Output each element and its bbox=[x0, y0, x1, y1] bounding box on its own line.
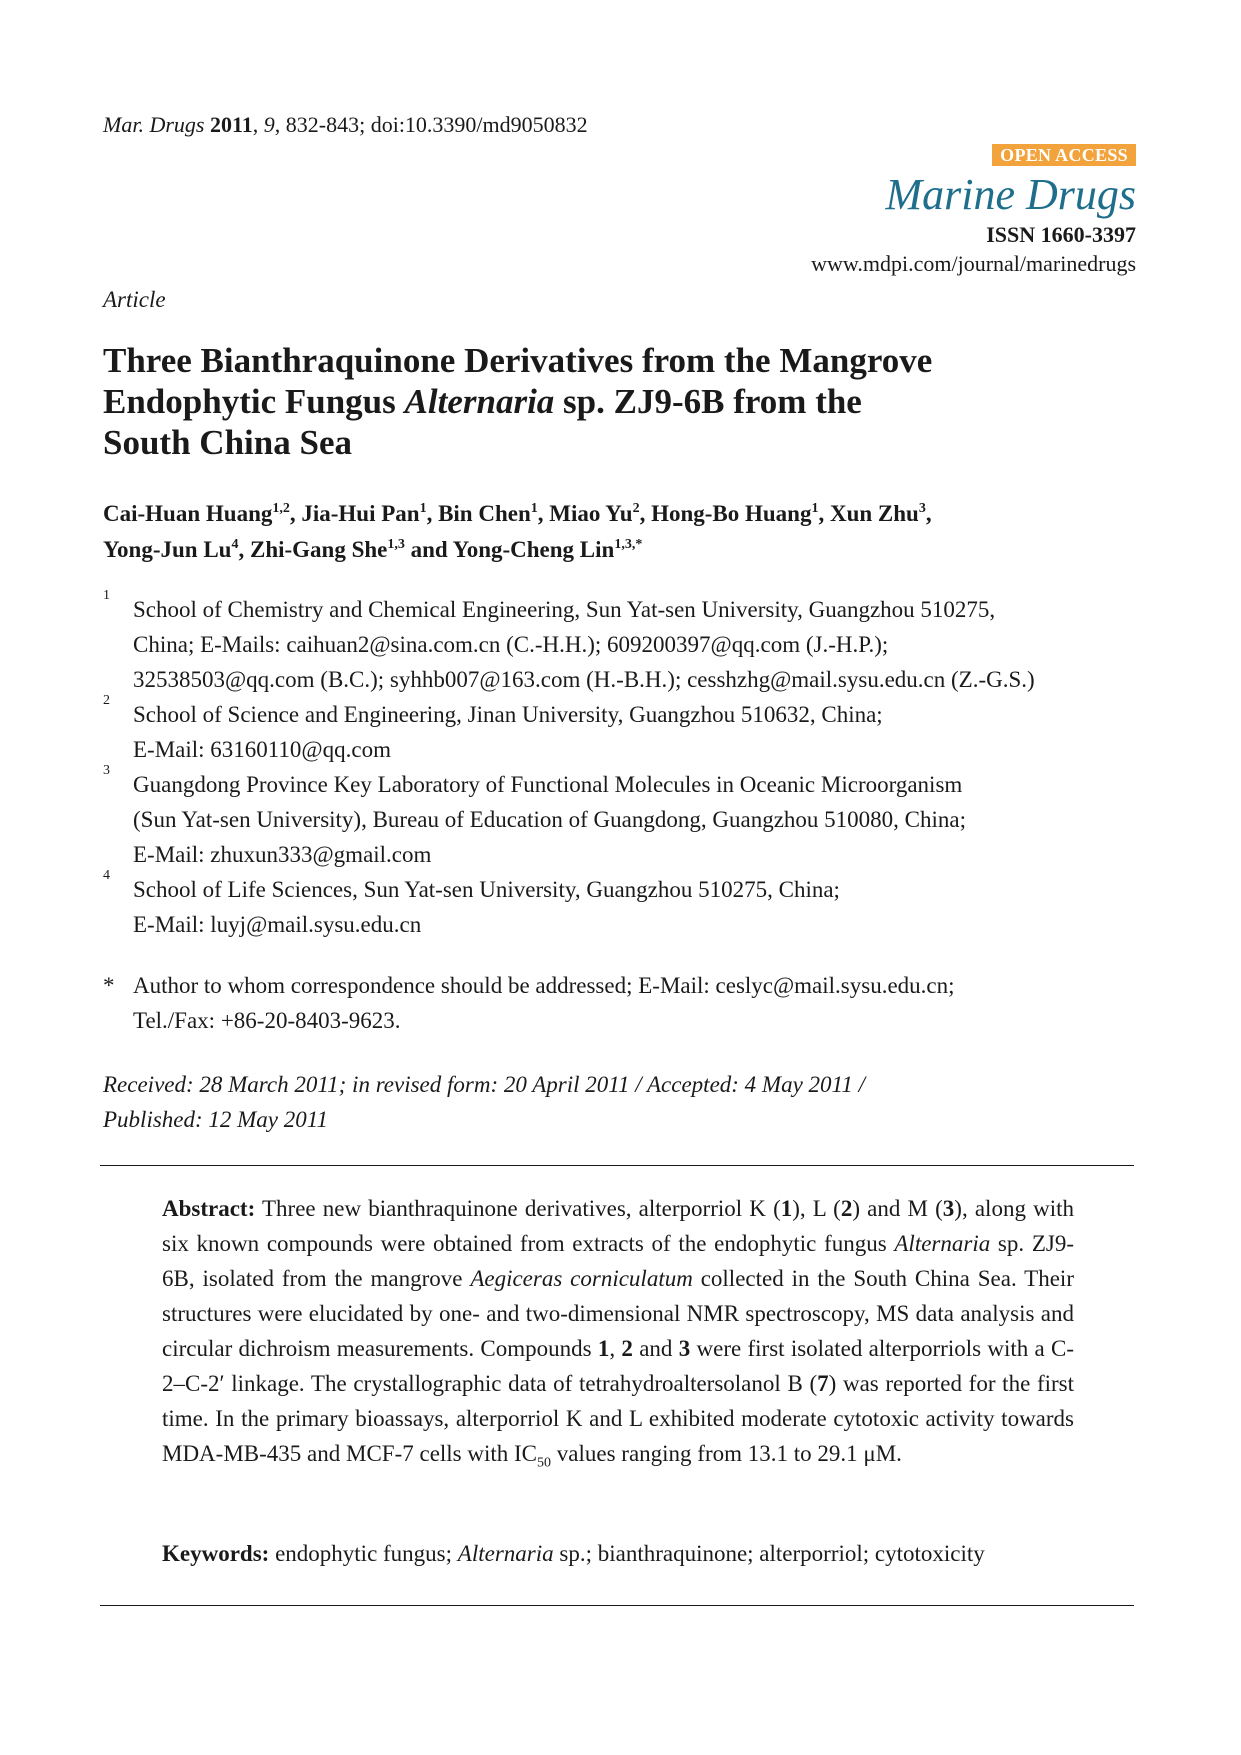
abstract: Abstract: Three new bianthraquinone derivatives, alterporriol K (1), L (2) and M (3), along with six known compounds were obtained from extracts of the endophytic fungus Alternaria sp. ZJ9-6B, isolated from the mangrove Aegiceras corniculatum collected in the South China Sea. Their structures were elucidated by one- and two-dimensional NMR spectroscopy, MS data analysis and circular dichroism measurements. Compounds 1, 2 and 3 were first isolated alterporriols with a C-2–C-2′ linkage. The crystallographic data of tetrahydroaltersolanol B (7) was reported for the first time. In the primary bioassays, alterporriol K and L exhibited moderate cytotoxic activity towards MDA-MB-435 and MCF-7 cells with $IC_{50}$ values ranging from 13.1 to 29.1 μM. bbox=[162, 1196, 1075, 1471]
citation-volume: 9 bbox=[263, 112, 275, 137]
title-line-1: Three Bianthraquinone Derivatives from the Mangrove bbox=[103, 341, 933, 380]
correspondence-note: * Author to whom correspondence should be addressed; E-Mail: ceslyc@mail.sysu.edu.cn; Tel./Fax: +86-20-8403-9623. bbox=[103, 968, 1193, 1038]
citation-journal: Mar. Drugs bbox=[103, 112, 205, 137]
author-line-2: Yong-Jun Lu$^4$, Zhi-Gang She$^{1,3}$ and Yong-Cheng Lin$^{1,3,*}$ bbox=[103, 537, 643, 562]
journal-name: Marine Drugs bbox=[885, 170, 1136, 219]
citation-pages-doi: , 832-843; doi:10.3390/md9050832 bbox=[274, 112, 588, 137]
title-line-3: South China Sea bbox=[103, 423, 352, 462]
article-type: Article bbox=[103, 287, 166, 312]
issn: ISSN 1660-3397 bbox=[986, 222, 1136, 247]
journal-website-link[interactable]: www.mdpi.com/journal/marinedrugs bbox=[811, 251, 1136, 276]
correspondence-marker: * bbox=[103, 973, 115, 998]
affiliation-2: 2 School of Science and Engineering, Jinan University, Guangzhou 510632, China; E-Mail: 63160110@qq.com bbox=[103, 693, 883, 762]
divider-top bbox=[100, 1165, 1134, 1166]
affiliation-4: 4 School of Life Sciences, Sun Yat-sen University, Guangzhou 510275, China; E-Mail: luyj@mail.sysu.edu.cn bbox=[103, 868, 840, 937]
open-access-badge: OPEN ACCESS bbox=[992, 144, 1136, 166]
author: Zhi-Gang She bbox=[249, 537, 388, 562]
citation-year: 2011 bbox=[209, 112, 253, 137]
affiliation-list bbox=[103, 588, 1163, 942]
author: Bin Chen bbox=[438, 501, 531, 526]
keywords-label: Keywords: bbox=[162, 1541, 270, 1566]
author: Cai-Huan Huang bbox=[103, 501, 273, 526]
title-line-2: Endophytic Fungus Alternaria sp. ZJ9-6B from the bbox=[103, 382, 862, 421]
author: Yong-Cheng Lin bbox=[452, 537, 615, 562]
paper-title bbox=[103, 340, 1083, 463]
author: Xun Zhu bbox=[829, 501, 919, 526]
journal-citation: Mar. Drugs 2011, 9, 832-843; doi:10.3390/md9050832 bbox=[103, 112, 588, 137]
affiliation-number: 3 bbox=[103, 763, 110, 778]
author-list bbox=[103, 496, 1143, 568]
affiliation-number: 1 bbox=[103, 588, 110, 603]
affiliation-number: 2 bbox=[103, 693, 110, 708]
affiliation-3: 3 Guangdong Province Key Laboratory of Functional Molecules in Oceanic Microorganism (Sun Yat-sen University), Bureau of Education of Guangdong, Guangzhou 510080, China; E-Mail: zhuxun333@gmail.com bbox=[103, 763, 966, 867]
author: Hong-Bo Huang bbox=[651, 501, 812, 526]
affiliation-1: 1 School of Chemistry and Chemical Engineering, Sun Yat-sen University, Guangzhou 510275, China; E-Mails: caihuan2@sina.com.cn (C.-H.H.); 609200397@qq.com (J.-H.P.); 32538503@qq.com (B.C.); syhhb007@163.com (H.-B.H.); cesshzhg@mail.sysu.edu.cn (Z.-G.S.) bbox=[103, 588, 1035, 692]
author: Jia-Hui Pan bbox=[301, 501, 420, 526]
keywords: Keywords: endophytic fungus; Alternaria sp.; bianthraquinone; alterporriol; cytotoxicity bbox=[162, 1541, 985, 1566]
author: Yong-Jun Lu bbox=[103, 537, 232, 562]
divider-bottom bbox=[100, 1605, 1134, 1606]
publication-dates: Received: 28 March 2011; in revised form: 20 April 2011 / Accepted: 4 May 2011 / Published: 12 May 2011 bbox=[103, 1072, 865, 1132]
abstract-label: Abstract: bbox=[162, 1196, 256, 1221]
affiliation-number: 4 bbox=[103, 868, 110, 883]
author: Miao Yu bbox=[549, 501, 633, 526]
author-line-1: Cai-Huan Huang$^{1,2}$, Jia-Hui Pan$^1$, Bin Chen$^1$, Miao Yu$^2$, Hong-Bo Huang$^1$, Xun Zhu$^3$, bbox=[103, 501, 932, 526]
author-and: and bbox=[410, 537, 448, 562]
